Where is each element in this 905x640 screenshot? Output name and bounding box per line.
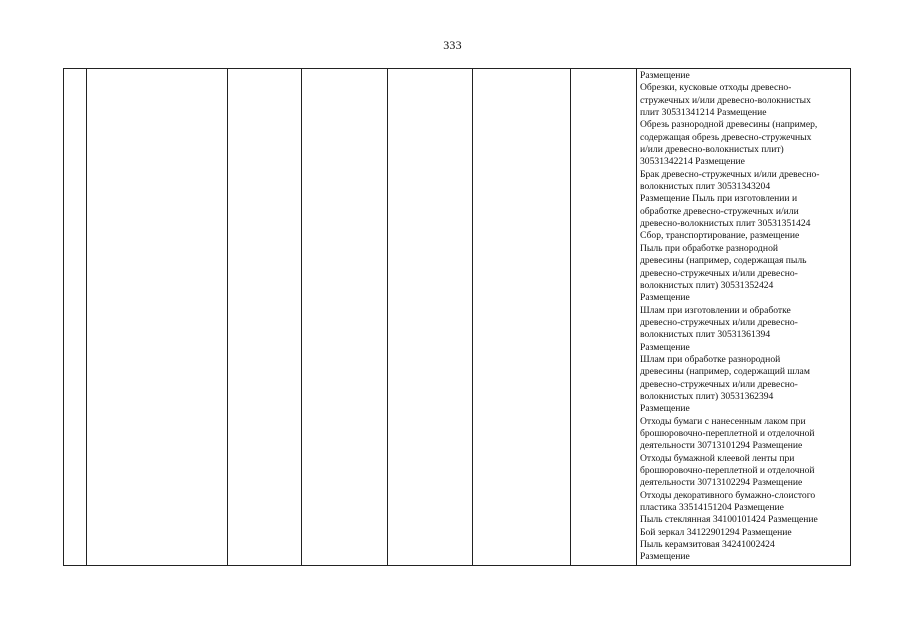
- table-cell-col5: [388, 69, 473, 566]
- table-cell-col4: [302, 69, 388, 566]
- waste-list-line: плит 30531341214 Размещение: [640, 107, 767, 119]
- waste-list-line: обработке древесно-стружечных и/или: [640, 205, 799, 217]
- table-cell-col2: [87, 69, 228, 566]
- waste-list-line: 30531342214 Размещение: [640, 156, 745, 168]
- waste-list-line: Отходы декоративного бумажно-слоистого: [640, 489, 816, 501]
- waste-list-line: Сбор, транспортирование, размещение: [640, 230, 800, 242]
- waste-list-line: брошюровочно-переплетной и отделочной: [640, 427, 815, 439]
- table-cell-col1: [64, 69, 87, 566]
- waste-list-line: Отходы бумажной клеевой ленты при: [640, 452, 795, 464]
- waste-list-line: древесно-стружечных и/или древесно-: [640, 378, 798, 390]
- waste-list-line: Размещение Пыль при изготовлении и: [640, 193, 798, 205]
- waste-list-line: волокнистых плит 30531361394: [640, 329, 771, 341]
- waste-list-line: Шлам при обработке разнородной: [640, 353, 781, 365]
- waste-list-line: Размещение: [640, 551, 690, 563]
- waste-list-line: волокнистых плит) 30531362394: [640, 390, 774, 402]
- waste-list-line: Размещение: [640, 341, 690, 353]
- waste-list-line: Обрезки, кусковые отходы древесно-: [640, 82, 792, 94]
- table-cell-col6: [473, 69, 571, 566]
- document-table: [63, 68, 851, 566]
- waste-list-line: Обрезь разнородной древесины (например,: [640, 119, 818, 131]
- waste-list-line: Пыль керамзитовая 34241002424: [640, 539, 775, 551]
- waste-list-line: Пыль стеклянная 34100101424 Размещение: [640, 514, 818, 526]
- table-cell-col3: [228, 69, 302, 566]
- waste-list-line: пластика 33514151204 Размещение: [640, 502, 784, 514]
- waste-list-line: стружечных и/или древесно-волокнистых: [640, 94, 811, 106]
- waste-list-line: волокнистых плит 30531343204: [640, 181, 771, 193]
- waste-list-line: древесно-волокнистых плит 30531351424: [640, 218, 811, 230]
- waste-list-line: Брак древесно-стружечных и/или древесно-: [640, 168, 820, 180]
- waste-list-line: содержащая обрезь древесно-стружечных: [640, 131, 812, 143]
- waste-list-line: древесно-стружечных и/или древесно-: [640, 267, 798, 279]
- waste-list-line: Шлам при изготовлении и обработке: [640, 304, 791, 316]
- waste-list-line: древесины (например, содержащий шлам: [640, 366, 810, 378]
- waste-list-line: Отходы бумаги с нанесенным лаком при: [640, 415, 806, 427]
- table-cell-col7: [571, 69, 637, 566]
- waste-list-line: Пыль при обработке разнородной: [640, 242, 778, 254]
- waste-list-line: Размещение: [640, 292, 690, 304]
- waste-list-line: деятельности 30713101294 Размещение: [640, 440, 803, 452]
- waste-list-line: Размещение: [640, 403, 690, 415]
- waste-list-line: брошюровочно-переплетной и отделочной: [640, 465, 815, 476]
- table-row: [64, 69, 851, 566]
- waste-list-line: древесины (например, содержащая пыль: [640, 255, 807, 267]
- waste-list-line: деятельности 30713102294 Размещение: [640, 477, 803, 489]
- waste-list-line: волокнистых плит) 30531352424: [640, 279, 774, 291]
- waste-list-line: Бой зеркал 34122901294 Размещение: [640, 526, 792, 538]
- page-number: 333: [443, 38, 462, 52]
- waste-list-line: древесно-стружечных и/или древесно-: [640, 316, 798, 328]
- waste-list-line: Размещение: [640, 70, 690, 81]
- waste-list-line: и/или древесно-волокнистых плит): [640, 144, 784, 156]
- waste-list-cell: [637, 69, 851, 566]
